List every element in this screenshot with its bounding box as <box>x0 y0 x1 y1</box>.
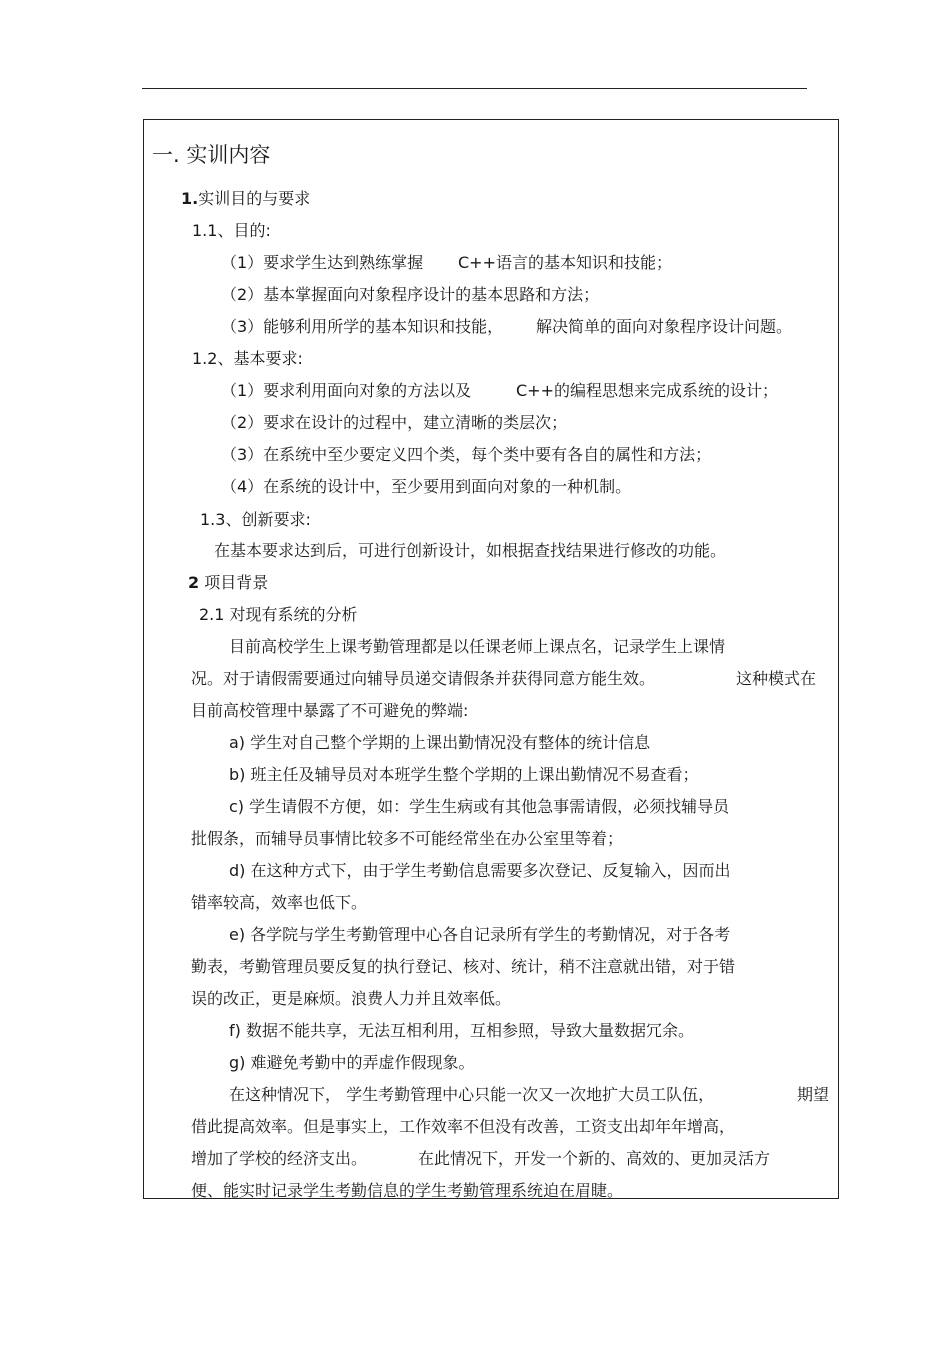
heading-1-number: 1. <box>181 189 199 208</box>
heading-2 <box>188 573 268 593</box>
issue-c-line-2: 批假条，而辅导员事情比较多不可能经常坐在办公室里等着； <box>191 829 624 848</box>
summary-line-2: 借此提高效率。但是事实上，工作效率不但没有改善，工资支出却年年增高， <box>191 1117 736 1136</box>
issue-b: b) 班主任及辅导员对本班学生整个学期的上课出勤情况不易查看； <box>229 765 699 784</box>
issue-e-line-2: 勤表，考勤管理员要反复的执行登记、核对、统计，稍不注意就出错，对于错 <box>191 957 736 976</box>
issue-e-line-3: 误的改正，更是麻烦。浪费人力并且效率低。 <box>191 989 512 1008</box>
summary-line-3: 增加了学校的经济支出。 <box>191 1149 368 1168</box>
innovation-text: 在基本要求达到后，可进行创新设计，如根据查找结果进行修改的功能。 <box>214 541 727 560</box>
requirement-item-3: （3）在系统中至少要定义四个类，每个类中要有各自的属性和方法； <box>221 445 712 464</box>
heading-2-number: 2 <box>188 573 200 592</box>
heading-2-text: 项目背景 <box>199 573 269 592</box>
requirement-item-1: （1）要求利用面向对象的方法以及 <box>221 381 472 400</box>
summary-line-3-cont: 在此情况下，开发一个新的、高效的、更加灵活方 <box>418 1149 771 1168</box>
requirement-item-4: （4）在系统的设计中，至少要用到面向对象的一种机制。 <box>221 477 632 496</box>
header-rule <box>142 88 807 89</box>
issue-g: g) 难避免考勤中的弄虚作假现象。 <box>229 1053 475 1072</box>
heading-1-3: 1.3、创新要求: <box>200 510 311 529</box>
requirement-item-2: （2）要求在设计的过程中，建立清晰的类层次； <box>221 413 568 432</box>
purpose-item-3: （3）能够利用所学的基本知识和技能， <box>221 317 504 336</box>
heading-1 <box>181 189 310 209</box>
summary-line-1-cont: 期望 <box>797 1085 830 1104</box>
heading-2-1: 2.1 对现有系统的分析 <box>199 605 358 624</box>
requirement-item-1-cont: C++的编程思想来完成系统的设计； <box>516 381 778 400</box>
background-para-line-3: 目前高校管理中暴露了不可避免的弊端: <box>191 701 469 720</box>
background-para-line-2: 况。对于请假需要通过向辅导员递交请假条并获得同意方能生效。 <box>191 669 656 688</box>
summary-line-4: 便、能实时记录学生考勤信息的学生考勤管理系统迫在眉睫。 <box>191 1181 624 1200</box>
issue-f: f) 数据不能共享，无法互相利用，互相参照，导致大量数据冗余。 <box>229 1021 694 1040</box>
purpose-item-2: （2）基本掌握面向对象程序设计的基本思路和方法； <box>221 285 600 304</box>
heading-1-2: 1.2、基本要求: <box>192 349 303 368</box>
issue-d-line-1: d) 在这种方式下，由于学生考勤信息需要多次登记、反复输入，因而出 <box>229 861 731 880</box>
section-title: 一. 实训内容 <box>152 143 271 167</box>
purpose-item-1: （1）要求学生达到熟练掌握 <box>221 253 424 272</box>
issue-d-line-2: 错率较高，效率也低下。 <box>191 893 368 912</box>
purpose-item-3-cont: 解决简单的面向对象程序设计问题。 <box>536 317 793 336</box>
issue-a: a) 学生对自己整个学期的上课出勤情况没有整体的统计信息 <box>229 733 651 752</box>
background-para-line-2-cont: 这种模式在 <box>736 669 817 688</box>
issue-e-line-1: e) 各学院与学生考勤管理中心各自记录所有学生的考勤情况，对于各考 <box>229 925 731 944</box>
background-para-line-1: 目前高校学生上课考勤管理都是以任课老师上课点名，记录学生上课情 <box>229 637 726 656</box>
summary-line-1: 在这种情况下， 学生考勤管理中心只能一次又一次地扩大员工队伍， <box>229 1085 715 1104</box>
issue-c-line-1: c) 学生请假不方便，如：学生生病或有其他急事需请假，必须找辅导员 <box>229 797 730 816</box>
purpose-item-1-cont: C++语言的基本知识和技能； <box>458 253 672 272</box>
heading-1-text: 实训目的与要求 <box>198 189 311 208</box>
heading-1-1: 1.1、目的: <box>192 221 271 240</box>
